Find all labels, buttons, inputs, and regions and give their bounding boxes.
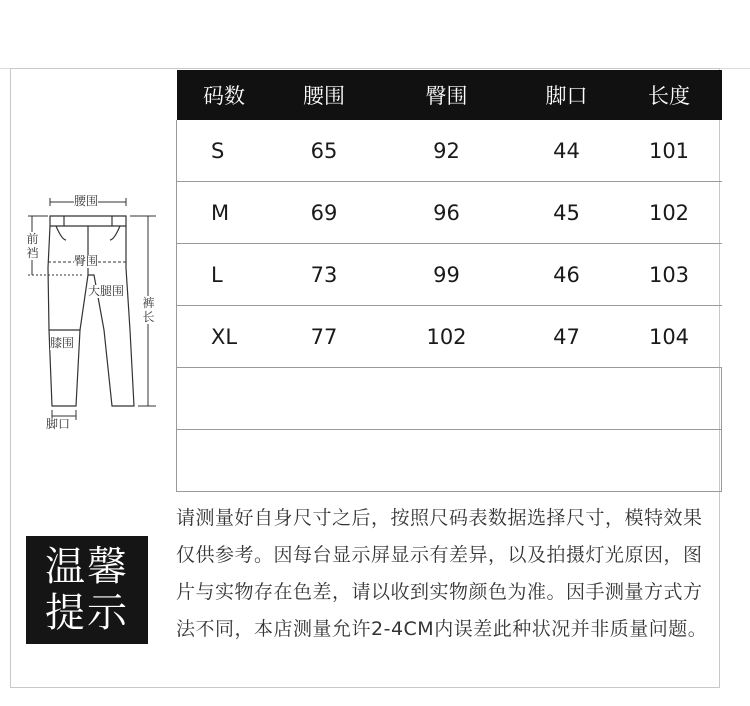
cell-hem: 44	[517, 120, 617, 182]
cell-hem: 46	[517, 244, 617, 306]
cell-hem: 45	[517, 182, 617, 244]
empty-cell	[177, 430, 722, 492]
table-row	[177, 306, 722, 368]
cell-length: 104	[617, 306, 722, 368]
cell-waist: 77	[272, 306, 377, 368]
label-knee: 膝围	[50, 336, 75, 350]
label-hip: 臀围	[74, 254, 99, 268]
notice-badge	[26, 536, 148, 644]
size-table	[176, 70, 722, 492]
cell-hip: 92	[377, 120, 517, 182]
cell-length: 102	[617, 182, 722, 244]
cell-size: XL	[177, 306, 272, 368]
label-waist: 腰围	[74, 194, 99, 208]
label-front-rise: 前裆	[26, 232, 39, 260]
table-row-empty	[177, 430, 722, 492]
header-size: 码数	[177, 70, 272, 120]
notice-text: 请测量好自身尺寸之后，按照尺码表数据选择尺寸，模特效果仅供参考。因每台显示屏显示有差异，以及拍摄灯光原因，图片与实物存在色差，请以收到实物颜色为准。因手测量方式方法不同，本店测量允许2-4CM内误差此种状况并非质量问题。	[176, 507, 708, 640]
cell-hip: 99	[377, 244, 517, 306]
pants-diagram	[18, 180, 168, 440]
notice-title-line2: 提示	[45, 590, 129, 636]
empty-cell	[177, 368, 722, 430]
cell-size: S	[177, 120, 272, 182]
cell-hip: 102	[377, 306, 517, 368]
table-row	[177, 244, 722, 306]
header-length: 长度	[617, 70, 722, 120]
cell-hip: 96	[377, 182, 517, 244]
cell-waist: 73	[272, 244, 377, 306]
cell-size: M	[177, 182, 272, 244]
table-row	[177, 120, 722, 182]
table-header-row	[177, 70, 722, 120]
table-row-empty	[177, 368, 722, 430]
table-row	[177, 182, 722, 244]
cell-waist: 65	[272, 120, 377, 182]
label-hem: 脚口	[46, 417, 71, 431]
cell-size: L	[177, 244, 272, 306]
header-waist: 腰围	[272, 70, 377, 120]
cell-waist: 69	[272, 182, 377, 244]
cell-length: 101	[617, 120, 722, 182]
header-hip: 臀围	[377, 70, 517, 120]
cell-hem: 47	[517, 306, 617, 368]
notice-title-line1: 温馨	[45, 544, 129, 590]
cell-length: 103	[617, 244, 722, 306]
label-length: 裤长	[142, 296, 155, 324]
label-thigh: 大腿围	[88, 284, 125, 298]
header-hem: 脚口	[517, 70, 617, 120]
